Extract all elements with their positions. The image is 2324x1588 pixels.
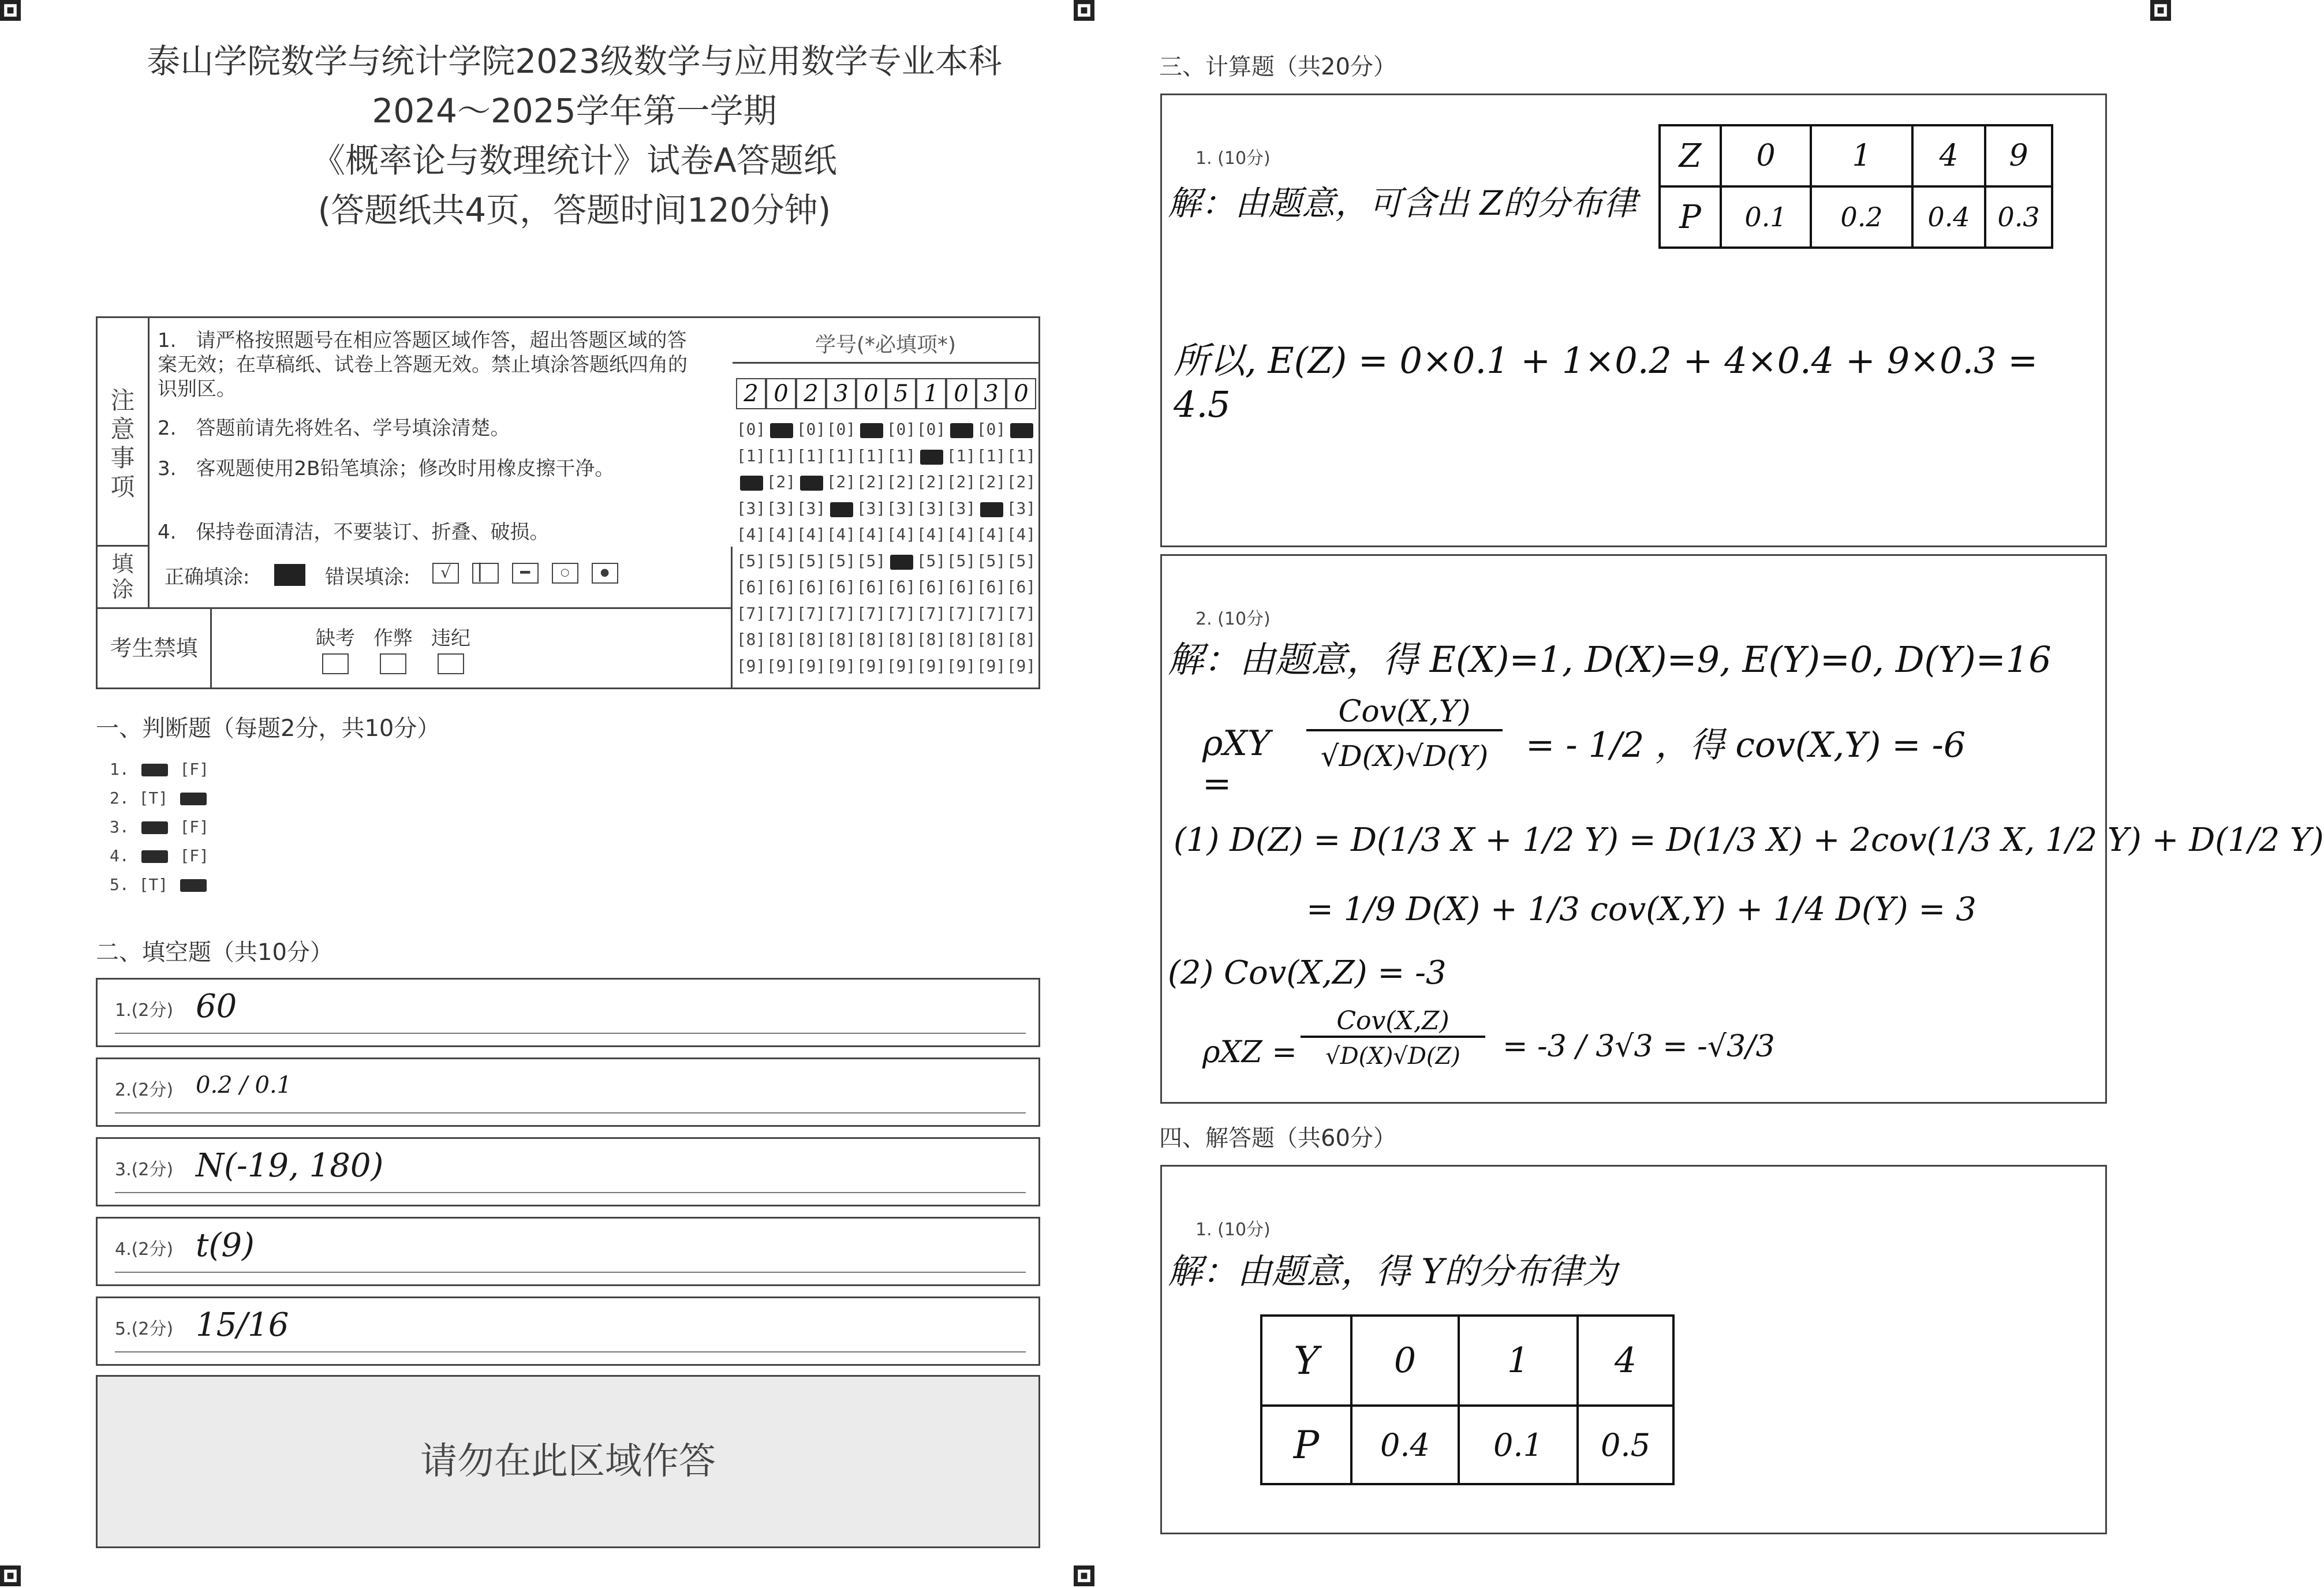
- tf-mark-true: [141, 850, 168, 863]
- id-bubble[interactable]: [7]: [916, 603, 946, 623]
- student-id-digit: 1: [916, 378, 946, 409]
- header-sheet-info: (答题纸共4页，答题时间120分钟): [317, 190, 831, 230]
- id-bubble[interactable]: [3]: [946, 498, 976, 518]
- id-bubble[interactable]: [6]: [886, 577, 916, 596]
- id-bubble[interactable]: [4]: [976, 525, 1006, 544]
- id-bubble[interactable]: [6]: [856, 577, 886, 596]
- section-answer-title: 四、解答题（共60分）: [1159, 1125, 1396, 1152]
- tf-mark-true: [141, 821, 168, 834]
- id-bubble[interactable]: [2]: [1006, 472, 1036, 491]
- id-bubble[interactable]: [0]: [916, 420, 946, 439]
- notice-item-4: 4. 保持卷面清洁，不要装订、折叠、破损。: [158, 521, 550, 544]
- id-bubble[interactable]: [6]: [976, 577, 1006, 596]
- fill-box-2[interactable]: 2.(2分) 0.2 / 0.1: [96, 1058, 1040, 1127]
- student-id-digit: 3: [826, 378, 856, 409]
- id-bubble[interactable]: [2]: [976, 472, 1006, 491]
- tf-mark-true: [141, 764, 168, 776]
- answer-q1-distribution-table: Y 0 1 4 P 0.4 0.1 0.5: [1260, 1314, 1675, 1485]
- id-bubble[interactable]: [0]: [976, 420, 1006, 439]
- id-bubble[interactable]: [884, 551, 918, 570]
- id-bubble[interactable]: [4]: [766, 525, 796, 544]
- id-bubble[interactable]: [5]: [1006, 551, 1036, 570]
- student-id-digit: 2: [736, 378, 766, 409]
- id-bubble[interactable]: [2]: [916, 472, 946, 491]
- id-bubble[interactable]: [4]: [886, 525, 916, 544]
- id-bubble[interactable]: [9]: [766, 656, 796, 675]
- fill-box-3[interactable]: 3.(2分) N(-19, 180): [96, 1137, 1040, 1206]
- calc-q2-rho-xz: ρXZ = Cov(X,Z) √D(X)√D(Z) = -3 / 3√3 = -√3/3: [1202, 1006, 1775, 1070]
- calc-q1-intro: 解：由题意，可含出 Z的分布律: [1168, 184, 1637, 223]
- id-bubble[interactable]: [6]: [916, 577, 946, 596]
- true-false-item[interactable]: 1. [F]: [110, 760, 210, 779]
- id-bubble[interactable]: [8]: [916, 630, 946, 649]
- id-bubble[interactable]: [5]: [826, 551, 856, 570]
- id-bubble[interactable]: [1]: [826, 446, 856, 465]
- answer-q1-intro: 解：由题意，得 Y的分布律为: [1168, 1251, 1617, 1292]
- wrong-fill-label: 错误填涂:: [325, 566, 410, 589]
- student-id-digit: 0: [856, 378, 886, 409]
- id-bubble[interactable]: [9]: [886, 656, 916, 675]
- id-bubble[interactable]: [2]: [766, 472, 796, 491]
- fill-answer-3: N(-19, 180): [196, 1147, 384, 1185]
- forbid-cheat-box[interactable]: [380, 653, 406, 674]
- notice-item-1: 1. 请严格按照题号在相应答题区域作答，超出答题区域的答案无效；在草稿纸、试卷上答题无效。禁止填涂答题纸四角的识别区。: [158, 329, 688, 401]
- forbid-cheat: 作弊: [364, 626, 422, 675]
- id-bubble[interactable]: [7]: [766, 603, 796, 623]
- student-id-digit: 0: [766, 378, 796, 409]
- correct-fill-label: 正确填涂:: [165, 566, 250, 589]
- fill-box-1[interactable]: 1.(2分) 60: [96, 978, 1040, 1047]
- fill-answer-1: 60: [196, 988, 237, 1025]
- id-bubble[interactable]: [8]: [736, 630, 766, 649]
- true-false-item[interactable]: 4. [F]: [110, 846, 210, 865]
- id-bubble[interactable]: [8]: [796, 630, 826, 649]
- id-bubble[interactable]: [8]: [976, 630, 1006, 649]
- id-bubble[interactable]: [6]: [946, 577, 976, 596]
- student-id-label: 学号(*必填项*): [814, 333, 956, 357]
- student-id-digit: 0: [946, 378, 976, 409]
- id-bubble[interactable]: [7]: [886, 603, 916, 623]
- id-bubble[interactable]: [6]: [766, 577, 796, 596]
- id-bubble[interactable]: [3]: [856, 498, 886, 518]
- fill-box-5[interactable]: 5.(2分) 15/16: [96, 1296, 1040, 1366]
- calc-q2-label: 2. (10分): [1195, 609, 1271, 629]
- student-id-bubbles: [736, 420, 1036, 679]
- tf-mark-false: [180, 879, 207, 892]
- id-bubble[interactable]: [2]: [886, 472, 916, 491]
- student-id-digit: 0: [1006, 378, 1036, 409]
- corner-mark-bottom-left: [0, 1565, 21, 1586]
- id-bubble[interactable]: [3]: [766, 498, 796, 518]
- id-bubble[interactable]: [1]: [736, 446, 766, 465]
- id-bubble[interactable]: [4]: [946, 525, 976, 544]
- id-bubble[interactable]: [9]: [796, 656, 826, 675]
- tf-mark-false: [180, 793, 207, 805]
- id-bubble[interactable]: [5]: [946, 551, 976, 570]
- forbid-violation-box[interactable]: [438, 653, 464, 674]
- id-bubble[interactable]: [3]: [886, 498, 916, 518]
- true-false-item[interactable]: 3. [F]: [110, 817, 210, 836]
- id-bubble[interactable]: [0]: [826, 420, 856, 439]
- calc-q1-label: 1. (10分): [1195, 148, 1271, 169]
- notice-item-3: 3. 客观题使用2B铅笔填涂；修改时用橡皮擦干净。: [158, 457, 615, 480]
- student-id-digit: 3: [976, 378, 1006, 409]
- id-bubble[interactable]: [1]: [796, 446, 826, 465]
- wrong-mark-check: √: [432, 563, 459, 584]
- calc-q2-line1: 解：由题意，得 E(X)=1, D(X)=9, E(Y)=0, D(Y)=16: [1168, 638, 2052, 681]
- section-true-false-title: 一、判断题（每题2分，共10分）: [96, 715, 440, 742]
- id-bubble[interactable]: [0]: [886, 420, 916, 439]
- id-bubble[interactable]: [5]: [766, 551, 796, 570]
- id-bubble[interactable]: [8]: [1006, 630, 1036, 649]
- forbid-absent: 缺考: [307, 626, 364, 675]
- fill-box-4[interactable]: 4.(2分) t(9): [96, 1217, 1040, 1286]
- id-bubble[interactable]: [734, 472, 768, 491]
- id-bubble[interactable]: [6]: [826, 577, 856, 596]
- calc-answer-box-2[interactable]: 2. (10分) 解：由题意，得 E(X)=1, D(X)=9, E(Y)=0, D(Y)=16 ρXY = Cov(X,Y) √D(X)√D(Y) = - 1/2 ，得 cov(X,Y) = -6 (1) D(Z) = D(1/3 X + 1/2 Y) = D(1/3 X) + 2cov(1/3 X, 1/2 Y) + D(1/2 Y) = 1/9 D(X) + 1/3 cov(X,Y) + 1/4 D(Y) = 3 (2) Cov(X,Z) = -3 ρXZ = Cov(X,Z) √D(X)√D(Z) = -3 / 3√3 = -√3/3: [1160, 554, 2107, 1104]
- header-term-line: 2024～2025学年第一学期: [372, 91, 777, 130]
- id-bubble[interactable]: [944, 420, 978, 439]
- id-bubble[interactable]: [3]: [1006, 498, 1036, 518]
- id-bubble[interactable]: [3]: [916, 498, 946, 518]
- id-bubble[interactable]: [3]: [736, 498, 766, 518]
- id-bubble[interactable]: [7]: [946, 603, 976, 623]
- student-id-digit: 2: [796, 378, 826, 409]
- id-bubble[interactable]: [6]: [736, 577, 766, 596]
- id-bubble[interactable]: [0]: [736, 420, 766, 439]
- section-calc-title: 三、计算题（共20分）: [1159, 54, 1396, 80]
- id-bubble[interactable]: [9]: [976, 656, 1006, 675]
- id-bubble[interactable]: [4]: [1006, 525, 1036, 544]
- id-bubble[interactable]: [4]: [796, 525, 826, 544]
- id-bubble[interactable]: [3]: [796, 498, 826, 518]
- id-bubble[interactable]: [914, 446, 948, 465]
- student-id-digit: 5: [886, 378, 916, 409]
- answer-q1-label: 1. (10分): [1195, 1220, 1271, 1240]
- id-bubble[interactable]: [7]: [976, 603, 1006, 623]
- forbid-violation: 违纪: [422, 626, 480, 675]
- header-exam-title: 《概率论与数理统计》试卷A答题纸: [312, 141, 837, 180]
- id-bubble[interactable]: [764, 420, 798, 439]
- id-bubble[interactable]: [1]: [976, 446, 1006, 465]
- corner-mark-bottom-middle: [1074, 1565, 1094, 1586]
- true-false-item[interactable]: 2. [T]: [110, 789, 209, 808]
- notice-item-2: 2. 答题前请先将姓名、学号填涂清楚。: [158, 417, 510, 440]
- id-bubble[interactable]: [5]: [796, 551, 826, 570]
- fill-label: 填涂: [111, 551, 134, 602]
- id-bubble[interactable]: [1]: [856, 446, 886, 465]
- id-bubble[interactable]: [2]: [946, 472, 976, 491]
- id-bubble[interactable]: [1]: [766, 446, 796, 465]
- section-fill-title: 二、填空题（共10分）: [96, 939, 333, 966]
- no-answer-zone: 请勿在此区域作答: [96, 1375, 1040, 1548]
- wrong-mark-dash: ━: [512, 563, 539, 584]
- id-bubble[interactable]: [7]: [856, 603, 886, 623]
- id-bubble[interactable]: [4]: [916, 525, 946, 544]
- corner-mark-top-left: [0, 0, 21, 21]
- fill-answer-4: t(9): [196, 1227, 255, 1264]
- id-bubble[interactable]: [5]: [856, 551, 886, 570]
- id-bubble[interactable]: [9]: [1006, 656, 1036, 675]
- id-bubble[interactable]: [9]: [736, 656, 766, 675]
- calc-q1-result: 所以, E(Z) = 0×0.1 + 1×0.2 + 4×0.4 + 9×0.3 = 4.5: [1174, 339, 2038, 425]
- fill-answer-2: 0.2 / 0.1: [196, 1072, 292, 1098]
- id-bubble[interactable]: [9]: [826, 656, 856, 675]
- student-id-digits: [736, 378, 1036, 410]
- id-bubble[interactable]: [8]: [886, 630, 916, 649]
- id-bubble[interactable]: [9]: [916, 656, 946, 675]
- id-bubble[interactable]: [1]: [946, 446, 976, 465]
- id-bubble[interactable]: [1004, 420, 1038, 439]
- fill-answer-5: 15/16: [196, 1306, 289, 1344]
- id-bubble[interactable]: [7]: [796, 603, 826, 623]
- id-bubble[interactable]: [9]: [856, 656, 886, 675]
- id-bubble[interactable]: [5]: [736, 551, 766, 570]
- id-bubble[interactable]: [5]: [916, 551, 946, 570]
- calc-q1-distribution-table: Z 0 1 4 9 P 0.1 0.2 0.4 0.3: [1658, 124, 2053, 249]
- calc-q2-line5: (2) Cov(X,Z) = -3: [1168, 954, 1447, 992]
- wrong-fill-samples: [432, 563, 618, 584]
- id-bubble[interactable]: [1]: [886, 446, 916, 465]
- id-bubble[interactable]: [7]: [736, 603, 766, 623]
- corner-mark-top-middle: [1074, 0, 1094, 21]
- wrong-mark-dot: ●: [592, 563, 618, 584]
- id-bubble[interactable]: [2]: [826, 472, 856, 491]
- calc-q2-line4: = 1/9 D(X) + 1/3 cov(X,Y) + 1/4 D(Y) = 3: [1306, 891, 1976, 928]
- id-bubble[interactable]: [974, 499, 1008, 518]
- correct-fill-sample: [274, 564, 305, 586]
- id-bubble[interactable]: [2]: [856, 472, 886, 491]
- forbid-label: 考生禁填: [98, 609, 212, 687]
- id-bubble[interactable]: [4]: [736, 525, 766, 544]
- id-bubble[interactable]: [7]: [1006, 603, 1036, 623]
- id-bubble[interactable]: [8]: [946, 630, 976, 649]
- student-id-panel: [733, 318, 1038, 687]
- id-bubble[interactable]: [6]: [796, 577, 826, 596]
- id-bubble[interactable]: [6]: [1006, 577, 1036, 596]
- id-bubble[interactable]: [0]: [796, 420, 826, 439]
- answer-box-1[interactable]: [1160, 1165, 2107, 1534]
- id-bubble[interactable]: [8]: [856, 630, 886, 649]
- header-school-line: 泰山学院数学与统计学院2023级数学与应用数学专业本科: [147, 42, 1002, 81]
- calc-q2-line3: (1) D(Z) = D(1/3 X + 1/2 Y) = D(1/3 X) + 2cov(1/3 X, 1/2 Y) + D(1/2 Y): [1174, 821, 2324, 859]
- notice-block: [96, 316, 1040, 689]
- id-bubble[interactable]: [824, 499, 858, 518]
- wrong-mark-circle: ○: [552, 563, 578, 584]
- id-bubble[interactable]: [4]: [856, 525, 886, 544]
- id-bubble[interactable]: [9]: [946, 656, 976, 675]
- corner-mark-top-right: [2150, 0, 2171, 21]
- wrong-mark-bar: ▏: [472, 563, 499, 584]
- id-bubble[interactable]: [8]: [826, 630, 856, 649]
- id-bubble[interactable]: [5]: [976, 551, 1006, 570]
- id-bubble[interactable]: [1]: [1006, 446, 1036, 465]
- id-bubble[interactable]: [8]: [766, 630, 796, 649]
- calc-answer-box-1[interactable]: [1160, 94, 2107, 547]
- forbid-absent-box[interactable]: [322, 653, 349, 674]
- true-false-item[interactable]: 5. [T]: [110, 875, 209, 894]
- id-bubble[interactable]: [794, 472, 828, 491]
- id-bubble[interactable]: [854, 420, 888, 439]
- id-bubble[interactable]: [7]: [826, 603, 856, 623]
- id-bubble[interactable]: [4]: [826, 525, 856, 544]
- notice-label: 注意事项: [110, 386, 135, 501]
